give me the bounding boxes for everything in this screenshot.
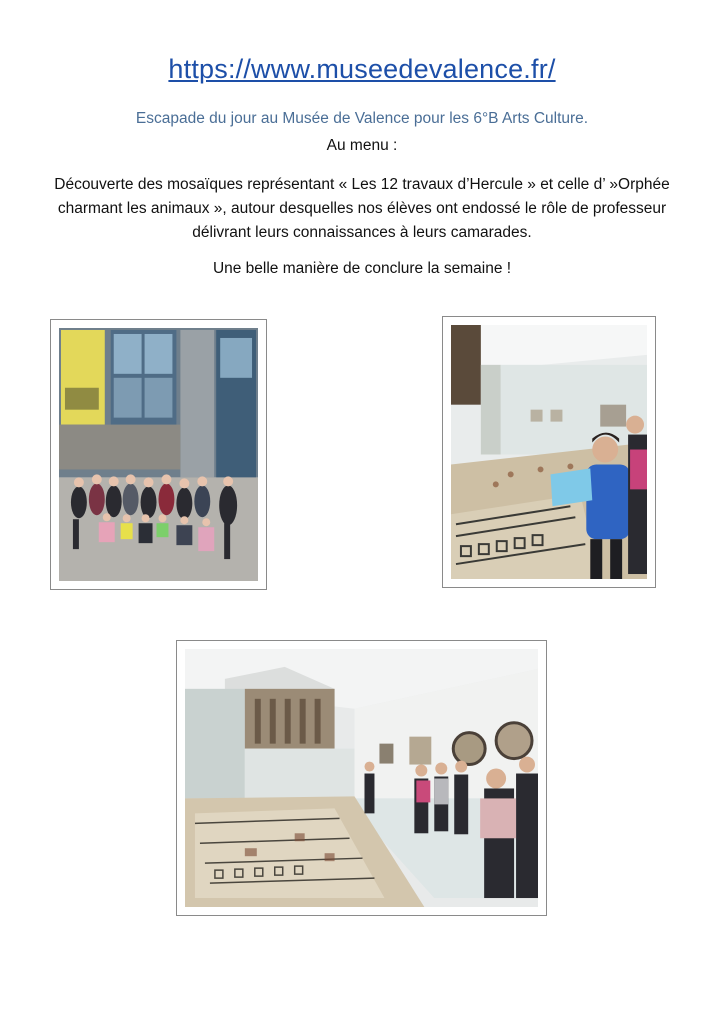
description-paragraph: Découverte des mosaïques représentant « Les 12 travaux d’Hercule » et celle d’ »Orphée charmant les animaux », autour desquelles nos élèves ont endossé le rôle de professeur délivrant leurs connaissances à leurs camarades. bbox=[54, 176, 670, 241]
mosaic-gallery-image bbox=[185, 649, 538, 907]
mosaic-gallery-photo bbox=[176, 640, 547, 916]
group-photo-image bbox=[59, 328, 258, 581]
menu-label: Au menu : bbox=[326, 137, 398, 154]
closing-sentence: Une belle manière de conclure la semaine ! bbox=[212, 260, 512, 277]
museum-website-link[interactable]: https://www.museedevalence.fr/ bbox=[168, 54, 556, 84]
student-presenting-image bbox=[451, 325, 647, 579]
group-photo-museum-facade bbox=[50, 319, 267, 590]
student-presenting-photo bbox=[442, 316, 656, 588]
outing-subtitle: Escapade du jour au Musée de Valence pour les 6°B Arts Culture. bbox=[135, 110, 589, 127]
